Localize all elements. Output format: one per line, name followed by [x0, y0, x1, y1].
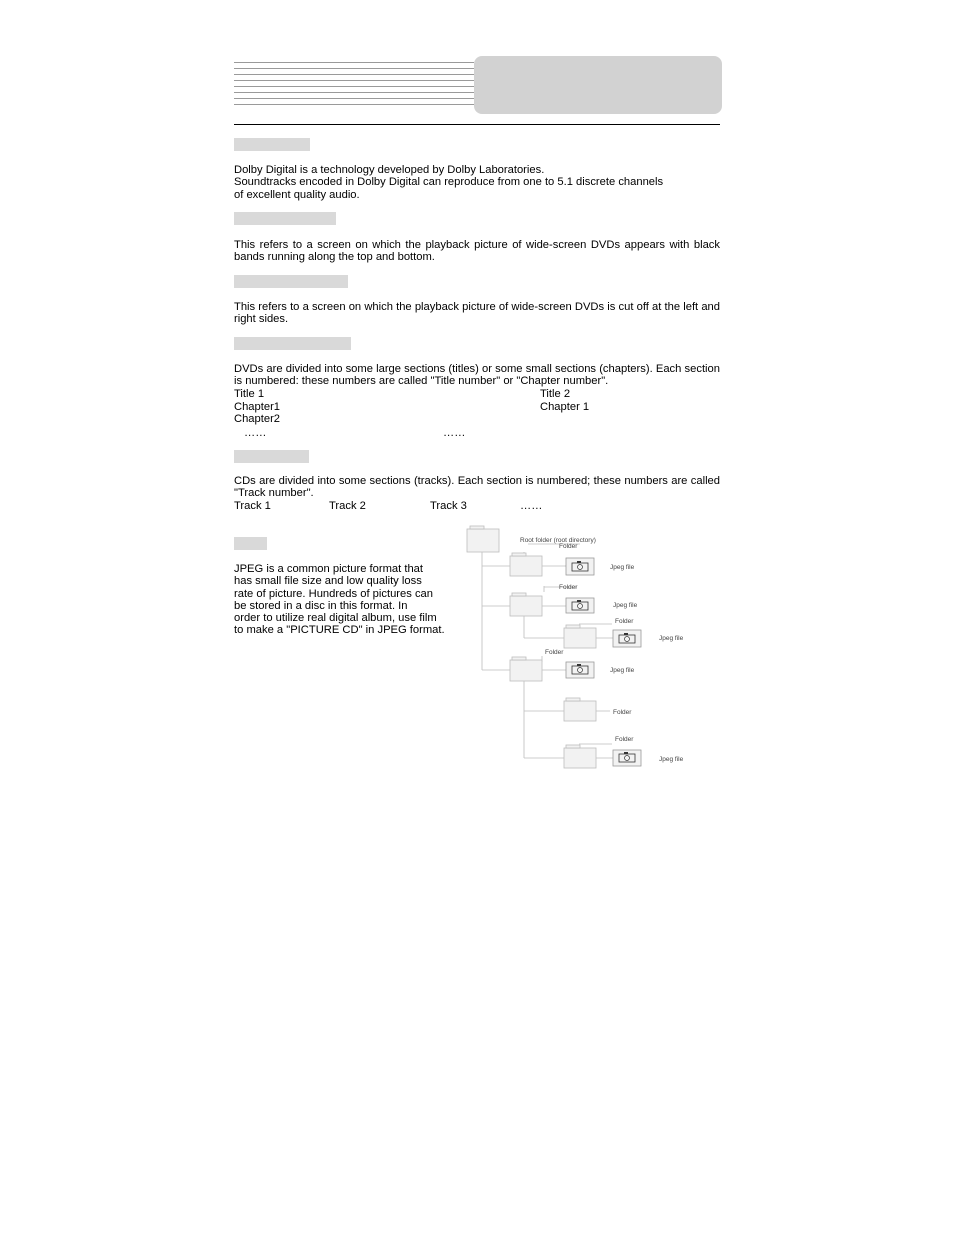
chapter-1-label-b: Chapter 1 — [540, 401, 590, 413]
ellipsis: …… — [244, 427, 267, 439]
section-bar-tracks — [234, 450, 309, 463]
jpeg-file-label: Jpeg file — [659, 635, 684, 642]
camera-icon — [613, 750, 641, 766]
track-2-label: Track 2 — [329, 500, 366, 512]
folder-label: Folder — [559, 543, 578, 550]
ellipsis: …… — [443, 427, 466, 439]
jpeg-file-label: Jpeg file — [610, 667, 635, 674]
jpeg-line: order to utilize real digital album, use film — [234, 612, 437, 625]
folder-label: Folder — [615, 618, 634, 625]
dolby-line: Dolby Digital is a technology developed by Dolby Laboratories. — [234, 164, 545, 176]
jpeg-file-label: Jpeg file — [659, 756, 684, 763]
camera-icon — [566, 598, 594, 613]
letterbox-paragraph: This refers to a screen on which the playback picture of wide-screen DVDs appears with black bands running along the top and bottom. — [234, 239, 720, 264]
chapter-2-label: Chapter2 — [234, 413, 281, 425]
title-2-label: Title 2 — [540, 388, 571, 400]
titles-paragraph: DVDs are divided into some large sections (titles) or some small sections (chapters). Each section is numbered: these numbers are called "Title number" or "Chapter number". — [234, 363, 720, 388]
folder-tree-diagram — [462, 522, 692, 774]
folder-label: Folder — [559, 584, 578, 591]
folder-icon — [510, 593, 542, 616]
folder-icon — [564, 698, 596, 721]
header-stripes — [234, 62, 474, 106]
header-rule — [234, 124, 720, 125]
root-folder-label: Root folder (root directory) — [520, 537, 596, 544]
folder-label: Folder — [545, 649, 564, 656]
camera-icon — [566, 558, 594, 575]
section-bar-dolby — [234, 138, 310, 151]
header-tab — [474, 56, 722, 114]
folder-label: Folder — [613, 709, 632, 716]
ellipsis: …… — [520, 500, 543, 512]
folder-icon — [564, 625, 596, 648]
folder-icon — [467, 526, 499, 552]
camera-icon — [566, 662, 594, 678]
chapter-1-label: Chapter1 — [234, 401, 281, 413]
jpeg-file-label: Jpeg file — [610, 564, 635, 571]
folder-icon — [510, 657, 542, 681]
jpeg-line: rate of picture. Hundreds of pictures can — [234, 587, 433, 600]
panscan-paragraph: This refers to a screen on which the playback picture of wide-screen DVDs is cut off at the left and right sides. — [234, 301, 720, 326]
jpeg-line: to make a "PICTURE CD" in JPEG format. — [234, 624, 445, 637]
track-1-label: Track 1 — [234, 500, 271, 512]
jpeg-line: has small file size and low quality loss — [234, 575, 422, 588]
jpeg-line: be stored in a disc in this format. In — [234, 599, 408, 612]
section-bar-letterbox — [234, 212, 336, 225]
folder-label: Folder — [615, 736, 634, 743]
section-bar-jpeg — [234, 537, 267, 550]
jpeg-file-label: Jpeg file — [613, 602, 638, 609]
jpeg-line: JPEG is a common picture format that — [234, 563, 424, 575]
folder-icon — [564, 745, 596, 768]
dolby-line: Soundtracks encoded in Dolby Digital can reproduce from one to 5.1 discrete channels — [234, 176, 664, 189]
camera-icon — [613, 630, 641, 647]
jpeg-paragraph — [234, 563, 459, 637]
tracks-paragraph: CDs are divided into some sections (tracks). Each section is numbered; these numbers are called "Track number". — [234, 475, 720, 500]
title-1-label: Title 1 — [234, 388, 265, 400]
folder-icon — [510, 553, 542, 576]
section-bar-panscan — [234, 275, 348, 288]
dolby-line: of excellent quality audio. — [234, 188, 360, 201]
track-3-label: Track 3 — [430, 500, 467, 512]
section-bar-titles — [234, 337, 351, 350]
dolby-paragraph — [234, 164, 720, 201]
